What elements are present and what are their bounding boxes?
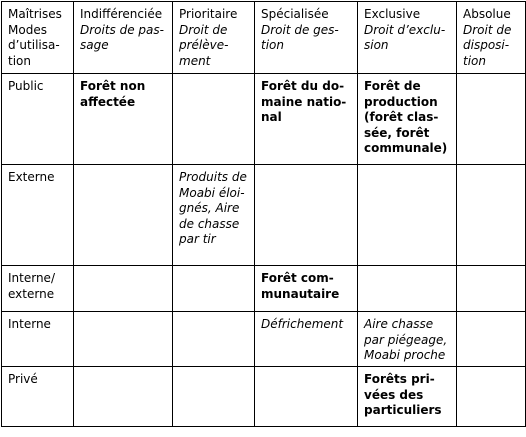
table-row-prive — [2, 367, 526, 427]
table-cell — [74, 165, 173, 266]
row-label-text: Public — [8, 79, 44, 93]
table-row-public — [2, 74, 526, 165]
table-cell — [358, 312, 457, 367]
table-cell — [255, 312, 358, 367]
column-header-indifferenciee — [74, 2, 173, 74]
column-subtitle: Droit de prélève-ment — [179, 22, 229, 68]
column-subtitle: Droit de disposi-tion — [463, 22, 512, 68]
row-label-text: Interne/ externe — [8, 271, 55, 301]
column-header-absolue — [457, 2, 526, 74]
column-title: Spécialisée — [261, 7, 329, 21]
column-subtitle: Droit d’exclu-sion — [364, 22, 446, 52]
table-cell — [358, 266, 457, 312]
table-cell — [457, 266, 526, 312]
column-title: Exclusive — [364, 7, 421, 21]
cell-text: Produits de Moabi éloi-gnés, Aire de chasse par tir — [179, 170, 247, 246]
row-label — [2, 266, 74, 312]
table-cell — [173, 312, 255, 367]
row-label-text: Interne — [8, 317, 51, 331]
table-cell — [457, 74, 526, 165]
row-label — [2, 165, 74, 266]
column-subtitle: Droits de pas-sage — [80, 22, 164, 52]
tenure-table — [1, 1, 526, 427]
table-row-externe — [2, 165, 526, 266]
table-cell — [358, 165, 457, 266]
column-title: Prioritaire — [179, 7, 238, 21]
row-label — [2, 367, 74, 427]
row-label-text: Externe — [8, 170, 55, 184]
header-row — [2, 2, 526, 74]
row-label — [2, 312, 74, 367]
column-title: Indifférenciée — [80, 7, 163, 21]
table-cell — [173, 74, 255, 165]
table-cell — [457, 312, 526, 367]
cell-text: Défrichement — [261, 317, 344, 331]
table-cell — [255, 165, 358, 266]
table-cell — [255, 266, 358, 312]
table-cell — [74, 367, 173, 427]
column-header-specialisee — [255, 2, 358, 74]
cell-text: Forêt com-munautaire — [261, 271, 340, 301]
table-cell — [358, 74, 457, 165]
table-row-interne — [2, 312, 526, 367]
table-cell — [255, 367, 358, 427]
table-cell — [173, 266, 255, 312]
table-cell — [457, 165, 526, 266]
table-row-interne-externe — [2, 266, 526, 312]
cell-text: Forêt de production (forêt clas-sée, forêt communale) — [364, 79, 448, 155]
table-cell — [173, 367, 255, 427]
corner-header-cell — [2, 2, 74, 74]
cell-text: Aire chasse par piégeage, Moabi proche — [364, 317, 448, 362]
row-label — [2, 74, 74, 165]
table-cell — [74, 74, 173, 165]
column-header-exclusive — [358, 2, 457, 74]
column-header-prioritaire — [173, 2, 255, 74]
table-cell — [457, 367, 526, 427]
table-cell — [255, 74, 358, 165]
cell-text: Forêts pri-vées des particuliers — [364, 372, 442, 417]
column-title: Absolue — [463, 7, 511, 21]
table-cell — [173, 165, 255, 266]
row-label-text: Privé — [8, 372, 38, 386]
table-cell — [74, 266, 173, 312]
cell-text: Forêt non affectée — [80, 79, 146, 109]
cell-text: Forêt du do-maine natio-nal — [261, 79, 347, 124]
table-cell — [358, 367, 457, 427]
column-subtitle: Droit de ges-tion — [261, 22, 339, 52]
corner-subtitle: Modes d’utilisa-tion — [8, 22, 60, 68]
table-cell — [74, 312, 173, 367]
corner-title: Maîtrises — [8, 7, 62, 21]
